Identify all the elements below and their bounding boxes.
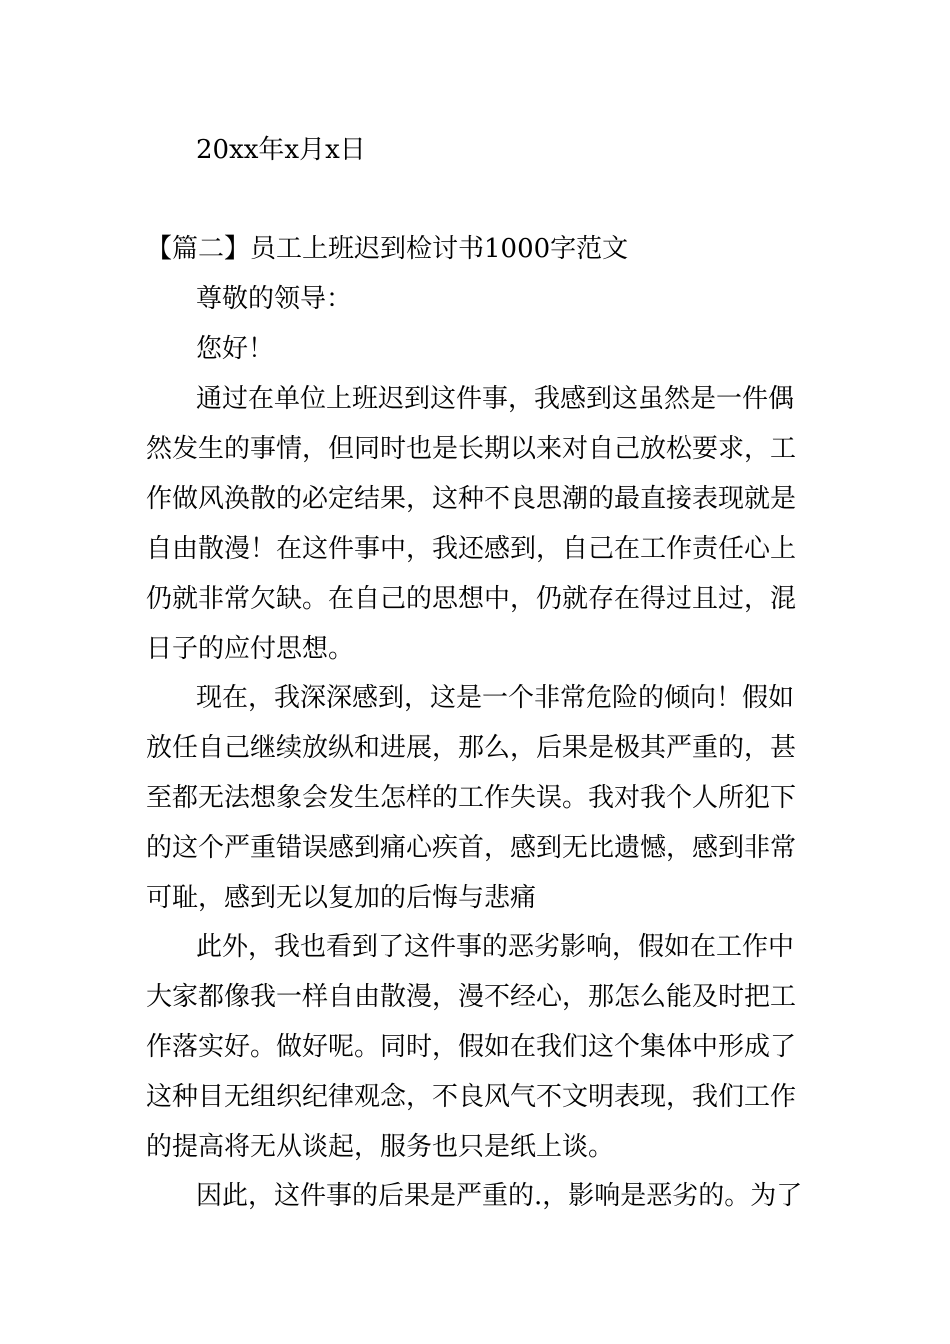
paragraph-1-line-3: 作做风涣散的必定结果，这种不良思潮的最直接表现就是 xyxy=(146,484,797,514)
paragraph-3-line-3: 作落实好。做好呢。同时，假如在我们这个集体中形成了 xyxy=(146,1032,797,1062)
paragraph-2-line-5: 可耻，感到无以复加的后悔与悲痛 xyxy=(146,883,537,913)
paragraph-1-line-6: 日子的应付思想。 xyxy=(146,634,355,664)
greeting: 您好！ xyxy=(196,334,275,364)
paragraph-1-line-5: 仍就非常欠缺。在自己的思想中，仍就存在得过且过，混 xyxy=(146,584,797,614)
paragraph-3-line-5: 的提高将无从谈起，服务也只是纸上谈。 xyxy=(146,1132,615,1162)
paragraph-2-line-2: 放任自己继续放纵和进展，那么，后果是极其严重的，甚 xyxy=(146,733,797,763)
paragraph-3-line-4: 这种目无组织纪律观念，不良风气不文明表现，我们工作 xyxy=(146,1082,797,1112)
paragraph-1-line-2: 然发生的事情，但同时也是长期以来对自己放松要求，工 xyxy=(146,434,797,464)
section-heading: 【篇二】员工上班迟到检讨书1000字范文 xyxy=(146,234,629,264)
paragraph-2-line-4: 的这个严重错误感到痛心疾首，感到无比遗憾，感到非常 xyxy=(146,833,797,863)
date-line: 20xx年x月x日 xyxy=(196,135,366,165)
paragraph-3-line-1: 此外，我也看到了这件事的恶劣影响，假如在工作中 xyxy=(196,932,795,962)
paragraph-2-line-3: 至都无法想象会发生怎样的工作失误。我对我个人所犯下 xyxy=(146,783,797,813)
salutation: 尊敬的领导： xyxy=(196,284,353,314)
paragraph-1-line-1: 通过在单位上班迟到这件事，我感到这虽然是一件偶 xyxy=(196,384,795,414)
paragraph-3-line-2: 大家都像我一样自由散漫，漫不经心，那怎么能及时把工 xyxy=(146,982,797,1012)
paragraph-4-line-1: 因此，这件事的后果是严重的.，影响是恶劣的。为了 xyxy=(196,1181,803,1211)
paragraph-1-line-4: 自由散漫！在这件事中，我还感到，自己在工作责任心上 xyxy=(146,534,797,564)
paragraph-2-line-1: 现在，我深深感到，这是一个非常危险的倾向！假如 xyxy=(196,683,795,713)
